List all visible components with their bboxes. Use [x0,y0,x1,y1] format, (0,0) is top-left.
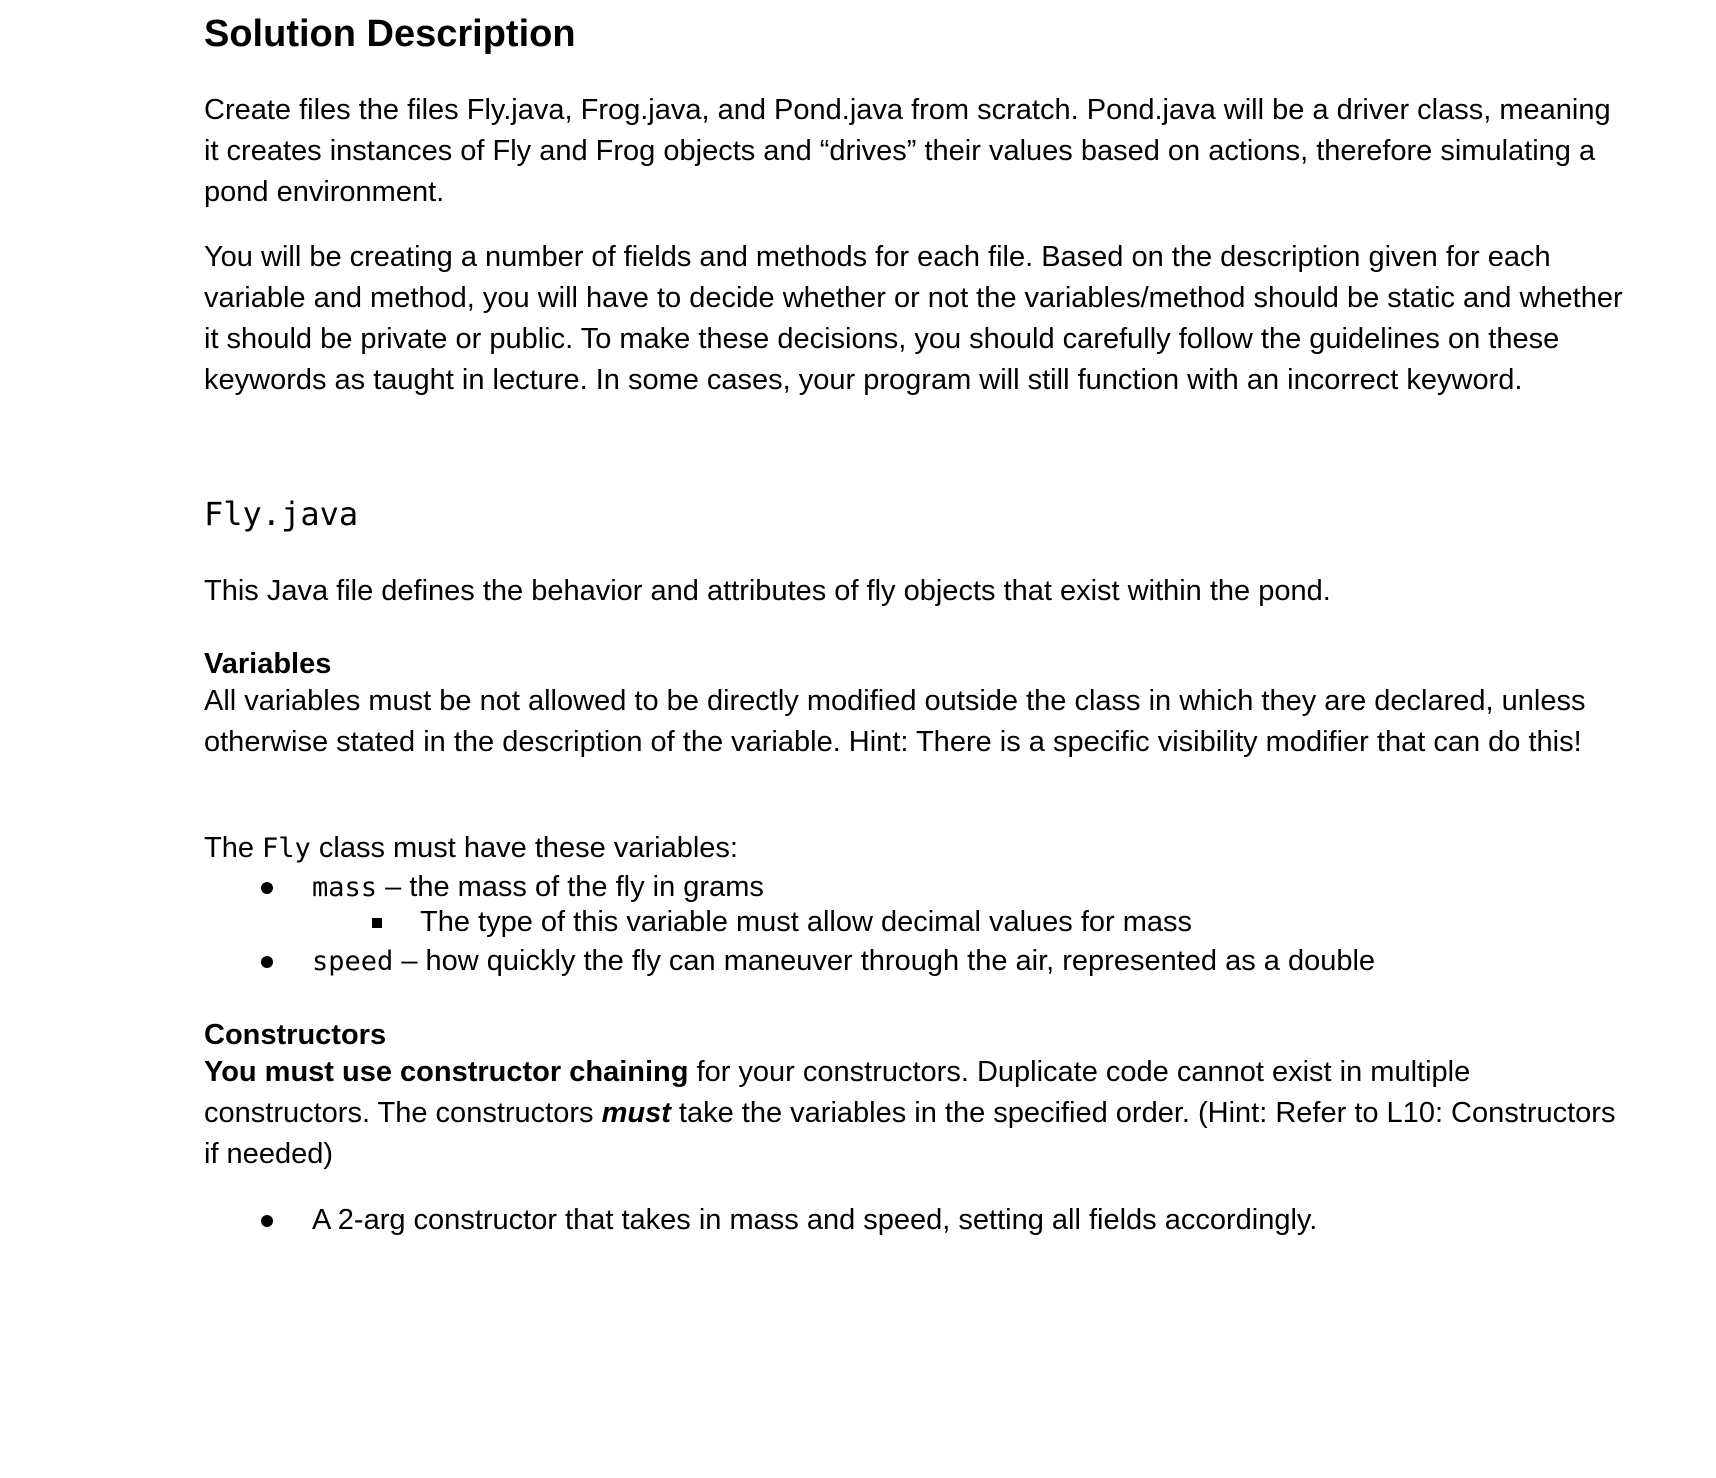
square-bullet-icon [372,918,382,928]
fields-methods-paragraph: You will be creating a number of fields and methods for each file. Based on the description given for each variable and method, you will have to decide whether or not the variables/method should be static and whether it should be private or public. To make these decisions, you should carefully follow the guidelines on these keywords as taught in lecture. In some cases, your program will still function with an incorrect keyword. [204,241,1623,396]
fly-java-heading: Fly.java [204,495,359,533]
constructors-heading: Constructors [204,1019,387,1051]
intro-paragraph: Create files the files Fly.java, Frog.java, and Pond.java from scratch. Pond.java will be a driver class, meaning it creates instances of Fly and Frog objects and “drives” their values based on actions, therefore simulating a pond environment. [204,94,1611,208]
fly-class-code: Fly [262,833,311,864]
mass-code: mass [312,872,378,903]
page-title: Solution Description [204,13,576,55]
bullet-icon [261,882,273,894]
variables-intro-prefix: The [204,832,263,864]
list-item-text [312,941,1375,982]
bullet-icon [261,956,273,968]
constructors-text-1: for your constructors. Duplicate code cannot exist in multiple constructors. The constructors [204,1056,1471,1129]
sub-list-item-text: The type of this variable must allow decimal values for mass [420,906,1193,938]
constructor-chaining-bold: You must use constructor chaining [204,1056,689,1088]
variables-intro-suffix: class must have these variables: [310,832,738,864]
mass-description: – the mass of the fly in grams [377,871,764,903]
variables-paragraph: All variables must be not allowed to be directly modified outside the class in which they are declared, unless otherwise stated in the description of the variable. Hint: There is a specific visibility modifier that can do this! [204,685,1586,758]
bullet-icon [261,1215,273,1227]
constructors-text-2: take the variables in the specified order. (Hint: Refer to L10: Constructors if needed) [204,1097,1616,1170]
speed-code: speed [312,946,394,977]
constructors-paragraph [204,1052,1624,1175]
speed-description: – how quickly the fly can maneuver through the air, represented as a double [393,945,1376,977]
variables-heading: Variables [204,648,332,680]
variables-intro [204,828,1624,869]
fly-description: This Java file defines the behavior and attributes of fly objects that exist within the pond. [204,575,1331,607]
constructor-item-text: A 2-arg constructor that takes in mass and speed, setting all fields accordingly. [312,1204,1318,1236]
must-emphasis: must [601,1097,671,1129]
